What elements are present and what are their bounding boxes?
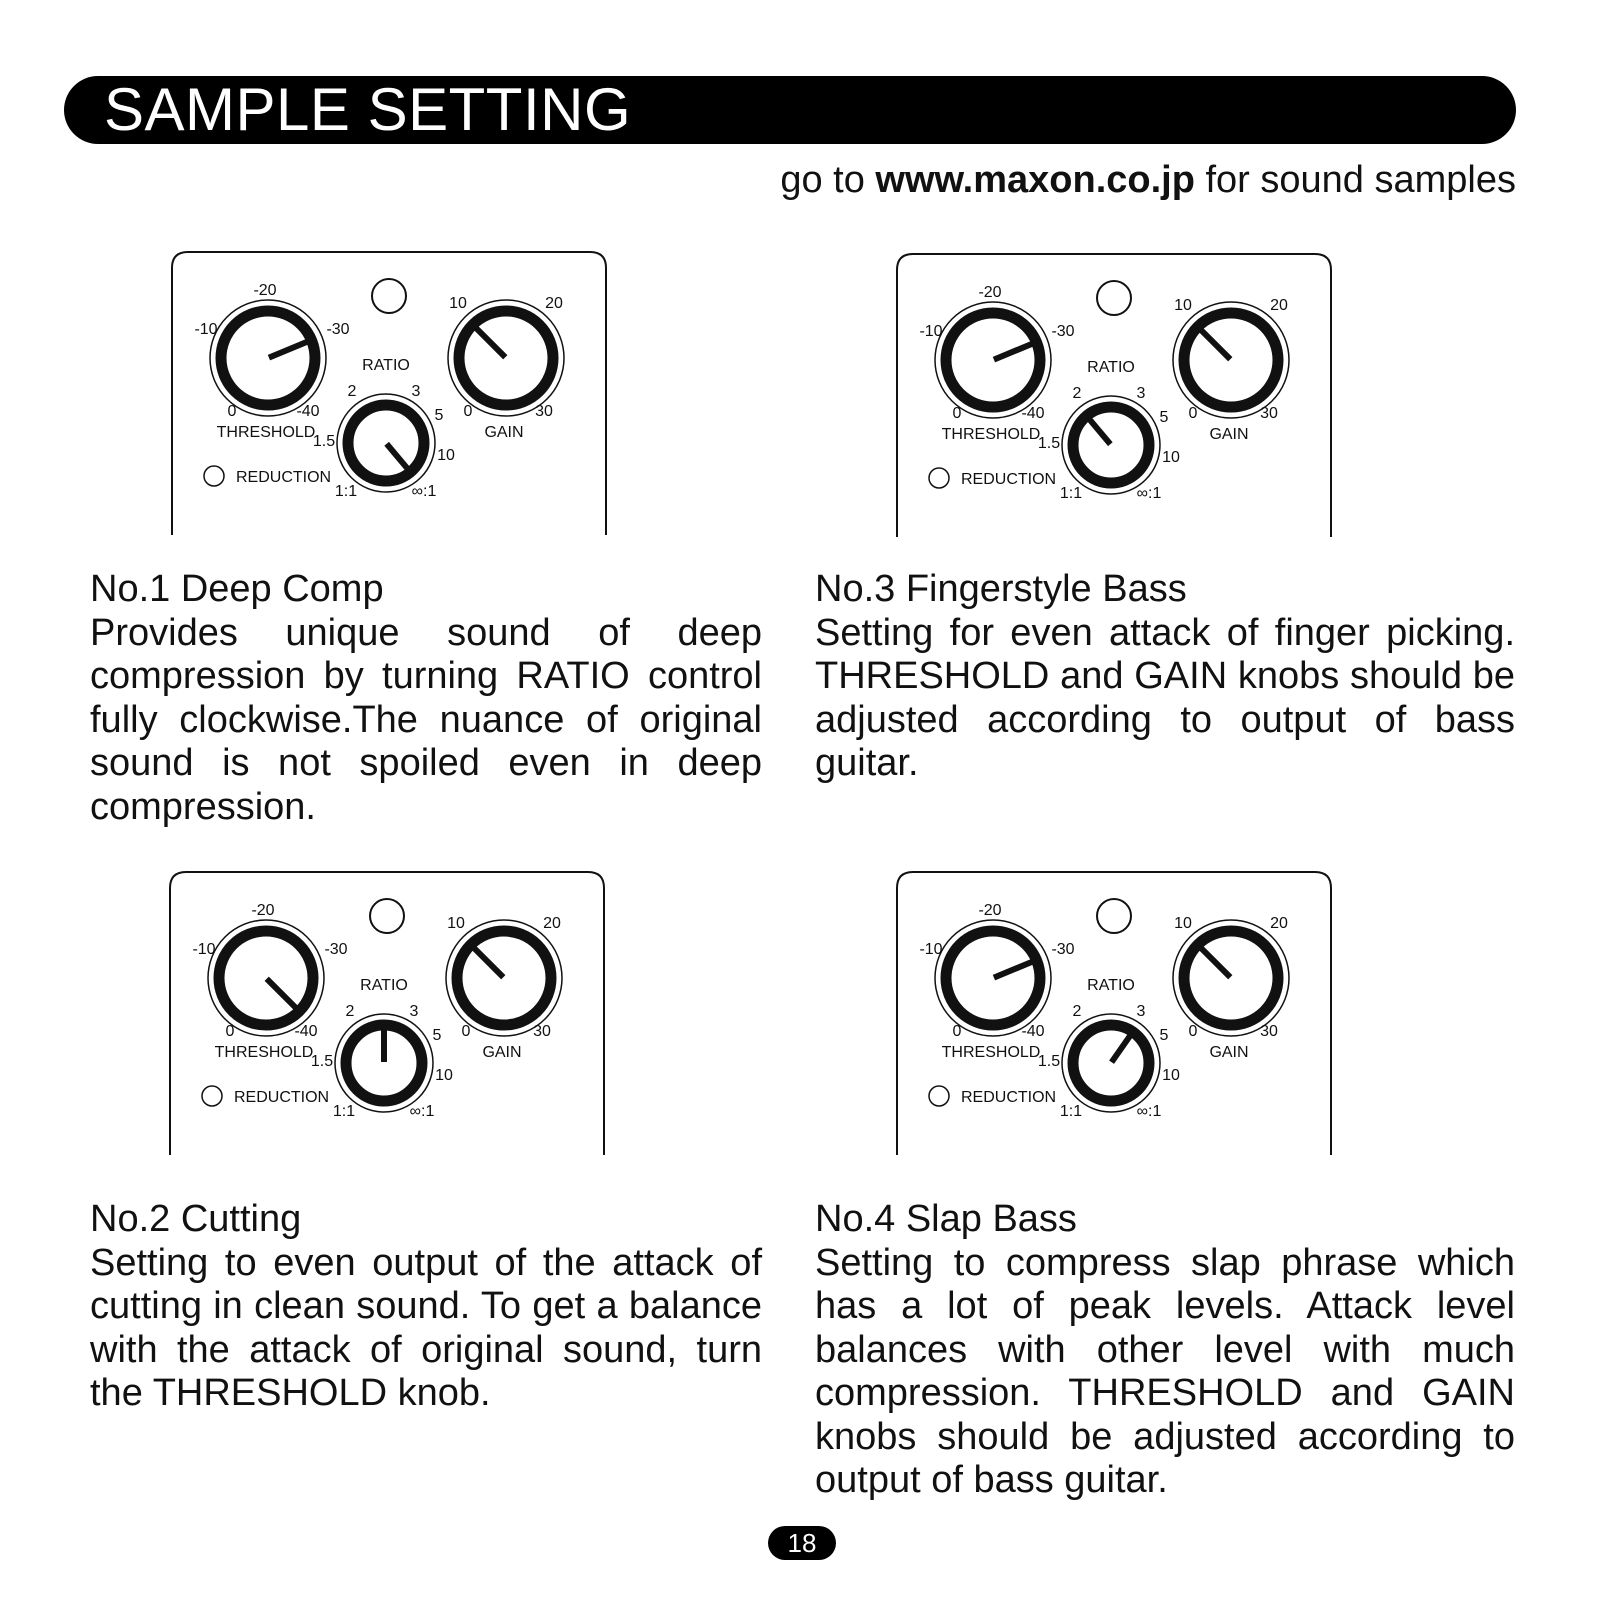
reduction-label: REDUCTION: [236, 469, 332, 486]
gain-label: GAIN: [1209, 426, 1249, 443]
panel-setting-3: [895, 252, 1355, 552]
control-panel-diagram: [895, 252, 1355, 552]
ratio-scale-label: 3: [409, 1003, 419, 1020]
ratio-scale-label: 10: [1162, 1067, 1180, 1084]
status-led: [370, 899, 404, 933]
gain-knob[interactable]: [1173, 920, 1289, 1036]
ratio-scale-label: 5: [432, 1027, 442, 1044]
threshold-label: THRESHOLD: [216, 424, 316, 441]
ratio-knob[interactable]: [1062, 396, 1160, 494]
gain-knob[interactable]: [448, 300, 564, 416]
setting-1-entry: [90, 568, 762, 829]
threshold-scale-label: -10: [194, 321, 218, 338]
ratio-scale-label: 1:1: [1059, 1103, 1083, 1120]
ratio-scale-label: 5: [1159, 1027, 1169, 1044]
reduction-label: REDUCTION: [961, 471, 1057, 488]
threshold-knob[interactable]: [935, 920, 1051, 1036]
threshold-scale-label: -30: [1051, 323, 1075, 340]
setting-3-description: Setting for even attack of finger picking. THRESHOLD and GAIN knobs should be adjusted according to output of bass guitar.: [815, 611, 1515, 784]
ratio-scale-label: 5: [1159, 409, 1169, 426]
setting-3-title: No.3 Fingerstyle Bass: [815, 568, 1187, 610]
ratio-scale-label: 3: [411, 383, 421, 400]
ratio-scale-label: 2: [345, 1003, 355, 1020]
gain-scale-label: 0: [1188, 1023, 1198, 1040]
gain-scale-label: 20: [1270, 297, 1288, 314]
threshold-knob[interactable]: [210, 300, 326, 416]
setting-2-description: Setting to even output of the attack of cutting in clean sound. To get a balance with the attack of original sound, turn the THRESHOLD knob.: [90, 1241, 762, 1414]
threshold-scale-label: 0: [227, 403, 237, 420]
header-bar: [64, 76, 1516, 144]
ratio-label: RATIO: [362, 357, 410, 374]
gain-scale-label: 10: [1174, 297, 1192, 314]
ratio-scale-label: 1.5: [310, 1053, 334, 1070]
ratio-scale-label: ∞:1: [409, 1103, 435, 1120]
gain-scale-label: 30: [1260, 405, 1278, 422]
gain-scale-label: 0: [1188, 405, 1198, 422]
ratio-scale-label: 2: [1072, 385, 1082, 402]
control-panel-diagram: [895, 870, 1355, 1170]
ratio-knob[interactable]: [1062, 1014, 1160, 1112]
ratio-label: RATIO: [1087, 359, 1135, 376]
control-panel-diagram: [170, 250, 630, 550]
reduction-led: [929, 1086, 949, 1106]
setting-1-description: Provides unique sound of deep compression by turning RATIO control fully clockwise.The nuance of original sound is not spoiled even in deep compression.: [90, 611, 762, 828]
reduction-label: REDUCTION: [961, 1089, 1057, 1106]
gain-scale-label: 30: [1260, 1023, 1278, 1040]
threshold-scale-label: 0: [225, 1023, 235, 1040]
ratio-scale-label: 2: [1072, 1003, 1082, 1020]
threshold-scale-label: -20: [253, 282, 277, 299]
ratio-scale-label: 10: [1162, 449, 1180, 466]
threshold-knob[interactable]: [208, 920, 324, 1036]
threshold-scale-label: -40: [1021, 405, 1045, 422]
ratio-scale-label: 1.5: [312, 433, 336, 450]
threshold-scale-label: -40: [294, 1023, 318, 1040]
threshold-scale-label: 0: [952, 1023, 962, 1040]
gain-knob[interactable]: [446, 920, 562, 1036]
gain-label: GAIN: [482, 1044, 522, 1061]
ratio-scale-label: ∞:1: [411, 483, 437, 500]
ratio-scale-label: 2: [347, 383, 357, 400]
threshold-scale-label: -40: [1021, 1023, 1045, 1040]
setting-1-title: No.1 Deep Comp: [90, 568, 384, 610]
threshold-scale-label: -20: [978, 284, 1002, 301]
gain-scale-label: 20: [543, 915, 561, 932]
setting-2-title: No.2 Cutting: [90, 1198, 302, 1240]
gain-scale-label: 10: [447, 915, 465, 932]
ratio-scale-label: 5: [434, 407, 444, 424]
setting-2-entry: [90, 1198, 762, 1416]
threshold-scale-label: -20: [978, 902, 1002, 919]
setting-4-title: No.4 Slap Bass: [815, 1198, 1077, 1240]
threshold-knob[interactable]: [935, 302, 1051, 418]
gain-scale-label: 30: [533, 1023, 551, 1040]
gain-scale-label: 30: [535, 403, 553, 420]
threshold-scale-label: -40: [296, 403, 320, 420]
threshold-label: THRESHOLD: [214, 1044, 314, 1061]
gain-scale-label: 10: [449, 295, 467, 312]
ratio-scale-label: 1:1: [334, 483, 358, 500]
panel-setting-4: [895, 870, 1355, 1170]
threshold-scale-label: -30: [326, 321, 350, 338]
setting-4-entry: [815, 1198, 1515, 1503]
ratio-scale-label: 1:1: [332, 1103, 356, 1120]
ratio-scale-label: 10: [435, 1067, 453, 1084]
panel-setting-2: [168, 870, 628, 1170]
reduction-led: [929, 468, 949, 488]
status-led: [1097, 281, 1131, 315]
ratio-scale-label: ∞:1: [1136, 485, 1162, 502]
ratio-label: RATIO: [360, 977, 408, 994]
gain-scale-label: 0: [461, 1023, 471, 1040]
threshold-scale-label: -20: [251, 902, 275, 919]
ratio-knob[interactable]: [335, 1014, 433, 1112]
ratio-scale-label: 10: [437, 447, 455, 464]
threshold-label: THRESHOLD: [941, 426, 1041, 443]
ratio-scale-label: 3: [1136, 1003, 1146, 1020]
threshold-scale-label: -30: [324, 941, 348, 958]
threshold-scale-label: 0: [952, 405, 962, 422]
reduction-label: REDUCTION: [234, 1089, 330, 1106]
sound-samples-note: [780, 156, 1516, 204]
page-number-badge: 18: [768, 1526, 836, 1560]
ratio-label: RATIO: [1087, 977, 1135, 994]
reduction-led: [204, 466, 224, 486]
panel-setting-1: [170, 250, 630, 550]
maxon-url-link[interactable]: www.maxon.co.jp: [875, 159, 1195, 201]
ratio-scale-label: 1:1: [1059, 485, 1083, 502]
page-title: SAMPLE SETTING: [104, 76, 632, 143]
ratio-scale-label: 1.5: [1037, 1053, 1061, 1070]
reduction-led: [202, 1086, 222, 1106]
gain-label: GAIN: [1209, 1044, 1249, 1061]
samples-note-suffix: for sound samples: [1194, 159, 1516, 201]
gain-scale-label: 0: [463, 403, 473, 420]
gain-scale-label: 20: [545, 295, 563, 312]
gain-knob[interactable]: [1173, 302, 1289, 418]
threshold-scale-label: -30: [1051, 941, 1075, 958]
status-led: [372, 279, 406, 313]
status-led: [1097, 899, 1131, 933]
samples-note-prefix: go to: [780, 159, 876, 201]
ratio-knob[interactable]: [337, 394, 435, 492]
ratio-scale-label: 1.5: [1037, 435, 1061, 452]
ratio-scale-label: ∞:1: [1136, 1103, 1162, 1120]
gain-label: GAIN: [484, 424, 524, 441]
gain-scale-label: 20: [1270, 915, 1288, 932]
gain-scale-label: 10: [1174, 915, 1192, 932]
threshold-scale-label: -10: [919, 323, 943, 340]
threshold-scale-label: -10: [919, 941, 943, 958]
setting-4-description: Setting to compress slap phrase which has a lot of peak levels. Attack level balances with other level with much compression. THRESHOLD and GAIN knobs should be adjusted according to output of bass guitar.: [815, 1241, 1515, 1501]
ratio-scale-label: 3: [1136, 385, 1146, 402]
setting-3-entry: [815, 568, 1515, 786]
threshold-label: THRESHOLD: [941, 1044, 1041, 1061]
threshold-scale-label: -10: [192, 941, 216, 958]
control-panel-diagram: [168, 870, 628, 1170]
